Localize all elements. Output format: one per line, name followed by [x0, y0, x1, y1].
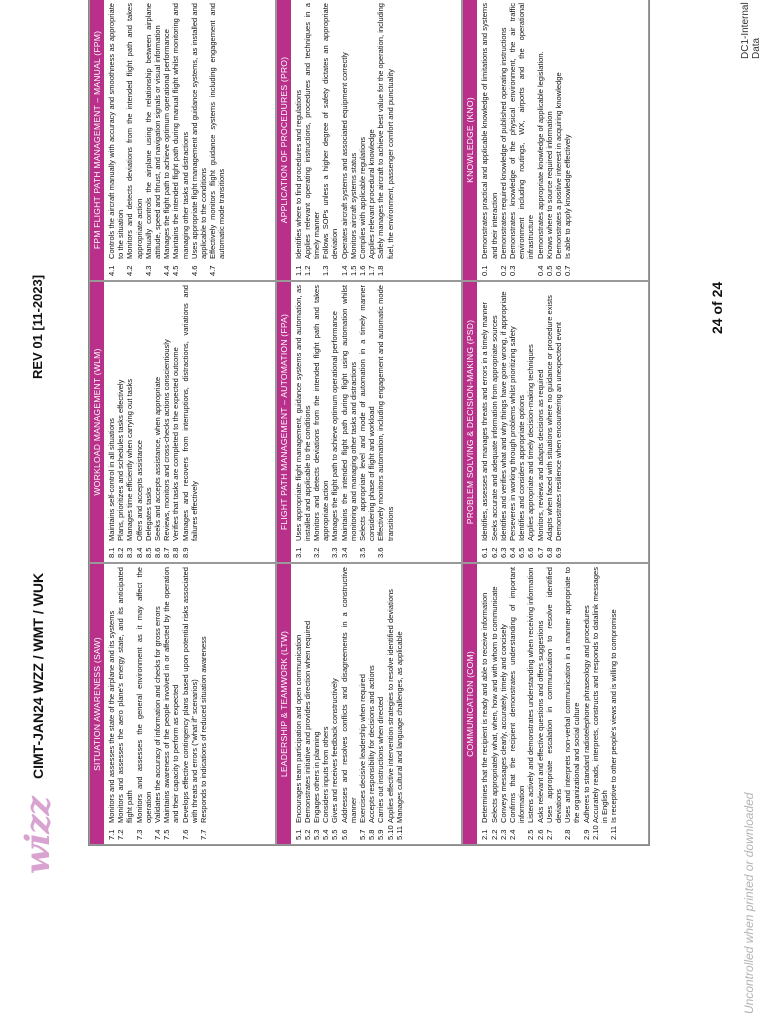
competency-item — [376, 0, 394, 280]
item-text: Demonstrates required knowledge of published operating instructions — [498, 27, 508, 259]
competency-item — [162, 564, 180, 844]
item-text: Effectively monitors automation, including engagement and automatic mode transitions — [376, 285, 395, 541]
item-text: Operates aircraft systems and associated equipment correctly — [339, 52, 349, 259]
competency-item — [340, 564, 358, 844]
item-number: 5.1 — [293, 829, 303, 840]
item-text: Is receptive to other people's views and is willing to compromise — [609, 609, 619, 823]
document-revision: REV 01 [11-2023] — [30, 274, 45, 379]
item-number: 1.7 — [367, 265, 377, 276]
competency-item — [526, 282, 535, 562]
item-text: Uses appropriate flight management and guidance systems, as installed and applicable to the conditions — [189, 3, 209, 259]
competency-item — [554, 282, 563, 562]
item-text: Seeks accurate and adequate information from appropriate sources — [489, 315, 499, 541]
item-text: Demonstrates knowledge of the physical environment, the air traffic environment including routings, WX, airports and the operational infrastructure — [507, 3, 536, 259]
item-text: Adheres to standard radiotelephone phraseology and procedures — [581, 605, 591, 823]
item-number: 6.3 — [498, 547, 508, 558]
item-number: 8.2 — [116, 547, 126, 558]
item-number: 1.5 — [348, 265, 358, 276]
item-text: Manually controls the airplane using the relationship between airplane attitude, speed and thrust, and navigation signals or visual information — [143, 3, 163, 259]
item-number: 0.1 — [480, 265, 490, 276]
item-text: Maintains the intended flight path during manual flight whilst monitoring and managing other tasks and distractions — [171, 3, 190, 259]
competency-item — [107, 282, 116, 562]
item-text: Demonstrates a positive interest in acquiring knowledge — [553, 72, 563, 259]
item-text: Exercises decisive leadership when required — [358, 674, 368, 823]
section-title: COMMUNICATION (COM) — [463, 564, 477, 844]
competency-item — [545, 564, 563, 844]
item-number: 6.1 — [480, 547, 490, 558]
item-text: Selects appropriately what, when, how and with whom to communicate — [489, 586, 499, 823]
item-number: 0.4 — [535, 265, 545, 276]
section-title: KNOWLEDGE (KNO) — [463, 0, 477, 280]
competency-item — [340, 282, 358, 562]
item-text: Identifies where to find procedures and regulations — [293, 89, 303, 259]
item-number: 1.2 — [302, 265, 312, 276]
section-title: FPM FLIGHT PATH MANAGEMENT – MANUAL (FPM) — [90, 0, 104, 280]
item-number: 7.5 — [162, 829, 172, 840]
competency-item — [480, 564, 489, 844]
item-number: 3.5 — [358, 547, 368, 558]
item-text: Offers and accepts assistance — [134, 440, 144, 541]
item-text: Selects appropriate level and mode of automation in a timely manner considering phase of flight and workload — [358, 285, 377, 541]
competency-section — [462, 281, 649, 563]
item-number: 7.3 — [134, 829, 144, 840]
competency-item — [294, 0, 303, 280]
competency-item — [125, 282, 134, 562]
item-text: Complies with applicable regulations — [358, 136, 368, 259]
item-number: 0.6 — [553, 265, 563, 276]
competency-item — [321, 0, 339, 280]
competency-item — [582, 564, 591, 844]
item-text: Monitors and detects deviations from the intended flight path and takes appropriate action — [125, 3, 144, 259]
competency-item — [508, 564, 526, 844]
competency-section — [89, 563, 276, 845]
competency-item — [135, 282, 144, 562]
competency-item — [358, 282, 376, 562]
item-text: Monitors and assesses the state of the airplane and its systems — [107, 610, 116, 823]
item-text: Confirms that the recipient demonstrates understanding of important information — [507, 567, 527, 823]
item-number: 2.10 — [590, 825, 600, 840]
item-number: 5.3 — [312, 829, 322, 840]
competency-item — [536, 0, 545, 280]
item-number: 8.6 — [153, 547, 163, 558]
item-text: Identifies and verifies what and why things have gone wrong, if appropriate — [498, 291, 508, 541]
item-text: Monitors and assesses the aero plane's energy state, and its anticipated flight path — [116, 567, 135, 823]
item-number: 1.4 — [339, 265, 349, 276]
item-number: 8.9 — [180, 547, 190, 558]
competency-item — [386, 564, 395, 844]
item-number: 8.8 — [171, 547, 181, 558]
competency-item — [490, 282, 499, 562]
competency-section — [276, 563, 463, 845]
competency-item — [499, 0, 508, 280]
item-text: Manages the flight path to achieve optimum operational performance — [330, 311, 340, 541]
competency-item — [526, 564, 535, 844]
item-number: 4.2 — [125, 265, 135, 276]
competency-item — [294, 564, 303, 844]
item-number: 0.5 — [544, 265, 554, 276]
competency-item — [358, 0, 367, 280]
competency-item — [171, 282, 180, 562]
item-text: Accepts responsibility for decisions and actions — [367, 665, 377, 823]
item-number: 4.4 — [162, 265, 172, 276]
competency-item — [480, 282, 489, 562]
competency-section — [276, 281, 463, 563]
item-text: Listens actively and demonstrates understanding when receiving information — [526, 567, 536, 823]
item-text: Conveys messages clearly, accurately, timely and concisely — [498, 624, 508, 823]
item-number: 2.6 — [535, 829, 545, 840]
item-number: 2.11 — [609, 825, 619, 840]
item-number: 4.3 — [143, 265, 153, 276]
item-text: Maintains self-control in all situations — [107, 418, 116, 541]
section-title: PROBLEM SOLVING & DECISION-MAKING (PSD) — [463, 282, 477, 562]
competency-item — [480, 0, 498, 280]
item-number: 6.7 — [535, 547, 545, 558]
section-title: SITUATION AWARENESS (SAW) — [90, 564, 104, 844]
competency-item — [490, 564, 499, 844]
item-text: Accurately reads, interprets, constructs and responds to datalink messages in English — [590, 567, 609, 823]
item-text: Verifies that tasks are completed to the expected outcome — [171, 347, 181, 541]
competency-item — [125, 0, 143, 280]
competency-item — [303, 564, 312, 844]
competency-table — [88, 0, 650, 846]
competency-item — [303, 0, 321, 280]
item-number: 8.1 — [107, 547, 116, 558]
competency-item — [135, 564, 153, 844]
item-number: 5.2 — [302, 829, 312, 840]
item-text: Knows where to source required information — [544, 111, 554, 259]
item-number: 7.6 — [180, 829, 190, 840]
item-text: Monitors aircraft systems status — [348, 152, 358, 259]
item-number: 3.4 — [339, 547, 349, 558]
competency-item — [591, 564, 609, 844]
competency-section — [462, 563, 649, 845]
competency-item — [554, 0, 563, 280]
page-header — [0, 0, 70, 1024]
item-text: Carries out instructions when directed — [376, 696, 386, 823]
item-number: 5.4 — [321, 829, 331, 840]
item-text: Responds to indications of reduced situation awareness — [199, 636, 209, 823]
item-text: Plans, prioritizes and schedules tasks effectively — [116, 379, 126, 541]
item-number: 7.7 — [199, 829, 209, 840]
item-text: Determines that the recipient is ready and able to receive information — [480, 592, 490, 823]
item-text: Demonstrates initiative and provides direction when required — [302, 620, 312, 823]
competency-item — [367, 0, 376, 280]
item-text: Identifies and considers appropriate options — [517, 395, 527, 541]
item-text: Monitors, reviews and adapts decisions as required — [535, 369, 545, 541]
competency-item — [190, 0, 208, 280]
item-text: Applies effective intervention strategies to resolve identified deviations — [385, 589, 395, 823]
item-number: 8.4 — [134, 547, 144, 558]
item-text: Delegates tasks — [143, 487, 153, 541]
section-title: WORKLOAD MANAGEMENT (WLM) — [90, 282, 104, 562]
competency-item — [162, 282, 171, 562]
item-number: 5.6 — [339, 829, 349, 840]
item-number: 7.4 — [153, 829, 163, 840]
item-text: Gives and receives feedback constructively — [330, 678, 340, 823]
item-number: 6.2 — [489, 547, 499, 558]
item-text: Encourages team participation and open communication — [293, 634, 303, 823]
item-number: 0.7 — [563, 265, 573, 276]
item-text: Validates the accuracy of information and checks for gross errors — [153, 606, 163, 823]
item-number: 3.3 — [330, 547, 340, 558]
item-number: 4.7 — [208, 265, 218, 276]
competency-item — [508, 0, 536, 280]
item-text: Adapts when faced with situations where no guidance or procedure exists — [544, 295, 554, 541]
item-text: Applies appropriate and timely decision-making techniques — [526, 344, 536, 541]
item-text: Demonstrates practical and applicable knowledge of limitations and systems and their interaction — [480, 3, 499, 259]
item-text: Controls the aircraft manually with accuracy and smoothness as appropriate to the situation — [107, 3, 126, 259]
competency-item — [321, 564, 330, 844]
item-number: 4.5 — [171, 265, 181, 276]
competency-item — [499, 282, 508, 562]
competency-item — [517, 282, 526, 562]
competency-item — [144, 0, 162, 280]
item-text: Manages time efficiently when carrying out tasks — [125, 378, 135, 541]
item-number: 6.8 — [544, 547, 554, 558]
item-number: 2.7 — [544, 829, 554, 840]
item-number: 4.1 — [107, 265, 116, 276]
competency-item — [181, 282, 199, 562]
competency-item — [376, 564, 385, 844]
competency-item — [545, 282, 554, 562]
item-text: Seeks and accepts assistance, when appropriate — [153, 376, 163, 541]
item-number: 5.7 — [358, 829, 368, 840]
competency-item — [499, 564, 508, 844]
item-number: 6.5 — [517, 547, 527, 558]
item-text: Uses appropriate flight management, guidance systems and automation, as installed and applicable to the conditions — [293, 285, 312, 541]
item-number: 5.11 — [394, 825, 404, 840]
item-text: Reviews, monitors and cross-checks actions conscientiously — [162, 339, 172, 541]
item-number: 3.2 — [312, 547, 322, 558]
item-text: Safely manages the aircraft to achieve best value for the operation, including fuel, the environment, passenger comfort and punctuality — [376, 3, 395, 259]
item-text: Maintains awareness of the people involved in or affected by the operation and their capacity to perform as expected — [162, 567, 181, 823]
item-number: 8.5 — [143, 547, 153, 558]
competency-item — [153, 282, 162, 562]
competency-item — [294, 282, 312, 562]
item-number: 8.3 — [125, 547, 135, 558]
wizz-logo: wizz — [18, 797, 58, 874]
competency-item — [171, 0, 189, 280]
competency-item — [144, 282, 153, 562]
item-number: 2.8 — [563, 829, 573, 840]
competency-item — [563, 564, 581, 844]
competency-item — [536, 282, 545, 562]
item-number: 2.3 — [498, 829, 508, 840]
competency-item — [330, 282, 339, 562]
competency-item — [358, 564, 367, 844]
item-number: 0.2 — [498, 265, 508, 276]
item-text: Engages others in planning — [312, 731, 322, 823]
competency-item — [508, 282, 517, 562]
data-classification: DC1-Internal Data — [740, 2, 762, 59]
competency-item — [312, 564, 321, 844]
item-number: 7.2 — [116, 829, 126, 840]
competency-section — [89, 0, 276, 281]
item-number: 3.1 — [293, 547, 303, 558]
item-text: Effectively monitors flight guidance systems including engagement and automatic mode transitions — [208, 3, 227, 259]
page-number: 24 of 24 — [709, 281, 725, 334]
item-number: 6.4 — [507, 547, 517, 558]
competency-item — [376, 282, 394, 562]
item-number: 2.2 — [489, 829, 499, 840]
item-number: 2.4 — [507, 829, 517, 840]
section-title: APPLICATION OF PROCEDURES (PRO) — [277, 0, 291, 280]
competency-item — [563, 0, 572, 280]
item-number: 6.6 — [526, 547, 536, 558]
competency-item — [116, 564, 134, 844]
item-number: 1.6 — [358, 265, 368, 276]
item-number: 6.9 — [553, 547, 563, 558]
item-text: Identifies, assesses and manages threats and errors in a timely manner — [480, 301, 490, 541]
competency-item — [367, 564, 376, 844]
uncontrolled-watermark: Uncontrolled when printed or downloaded — [742, 792, 756, 1014]
item-text: Demonstrates appropriate knowledge of applicable legislation. — [535, 51, 545, 259]
competency-item — [116, 282, 125, 562]
competency-item — [107, 0, 125, 280]
competency-section — [462, 0, 649, 281]
competency-item — [340, 0, 349, 280]
item-text: Uses and interprets non-verbal communication in a manner appropriate to the organizational and social culture — [563, 567, 582, 823]
competency-item — [312, 282, 330, 562]
item-text: Addresses and resolves conflicts and disagreements in a constructive manner — [339, 567, 358, 823]
competency-item — [208, 0, 226, 280]
item-number: 5.9 — [376, 829, 386, 840]
item-number: 5.10 — [385, 825, 395, 840]
item-text: Monitors and detects deviations from the intended flight path and takes appropriate action — [312, 285, 331, 541]
competency-item — [153, 564, 162, 844]
item-number: 5.8 — [367, 829, 377, 840]
competency-section — [89, 281, 276, 563]
item-number: 7.1 — [107, 829, 116, 840]
competency-item — [349, 0, 358, 280]
item-text: Manages cultural and language challenges, as applicable — [394, 631, 404, 823]
item-number: 0.3 — [507, 265, 517, 276]
item-text: Perseveres in working through problems whilst prioritizing safety — [507, 326, 517, 541]
item-number: 2.9 — [581, 829, 591, 840]
item-text: Is able to apply knowledge effectively — [563, 134, 573, 259]
item-text: Demonstrates resilience when encountering an unexpected event — [553, 322, 563, 541]
competency-item — [395, 564, 404, 844]
competency-item — [609, 564, 618, 844]
competency-item — [536, 564, 545, 844]
item-text: Uses appropriate escalation in communication to resolve identified deviations — [544, 567, 563, 823]
competency-item — [199, 564, 208, 844]
item-text: Maintains the intended flight path during flight using automation whilst monitoring and managing other tasks and distractions — [339, 285, 358, 541]
item-number: 2.1 — [480, 829, 490, 840]
section-title: LEADERSHIP & TEAMWORK (LTW) — [277, 564, 291, 844]
item-text: Develops effective contingency plans based upon potential risks associated with threats and errors ("what if" scenarios) — [180, 567, 199, 823]
document-title: CIMT-JAN24 WZZ / WMT / WUK — [30, 572, 46, 779]
item-number: 3.6 — [376, 547, 386, 558]
competency-item — [330, 564, 339, 844]
item-number: 5.5 — [330, 829, 340, 840]
item-number: 1.3 — [321, 265, 331, 276]
item-number: 4.6 — [189, 265, 199, 276]
competency-item — [162, 0, 171, 280]
item-number: 1.1 — [293, 265, 303, 276]
item-text: Applies relevant operating instructions, procedures and techniques in a timely manner — [302, 3, 322, 259]
item-text: Follows SOPs unless a higher degree of safety dictates an appropriate deviation — [321, 3, 340, 259]
item-text: Manages the flight path to achieve optimum operational performance — [162, 29, 172, 259]
item-text: Applies relevant procedural knowledge — [367, 129, 377, 259]
item-text: Considers inputs from others — [321, 726, 331, 823]
section-title: FLIGHT PATH MANAGEMENT – AUTOMATION (FPA) — [277, 282, 291, 562]
competency-item — [181, 564, 199, 844]
item-number: 8.7 — [162, 547, 172, 558]
item-text: Manages and recovers from interruptions, distractions, variations and failures effectively — [180, 285, 199, 541]
competency-item — [107, 564, 116, 844]
item-number: 2.5 — [526, 829, 536, 840]
item-text: Asks relevant and effective questions and offers suggestions — [535, 620, 545, 823]
competency-section — [276, 0, 463, 281]
item-number: 1.8 — [376, 265, 386, 276]
item-text: Monitors and assesses the general environment as it may affect the operation — [134, 567, 153, 823]
competency-item — [545, 0, 554, 280]
